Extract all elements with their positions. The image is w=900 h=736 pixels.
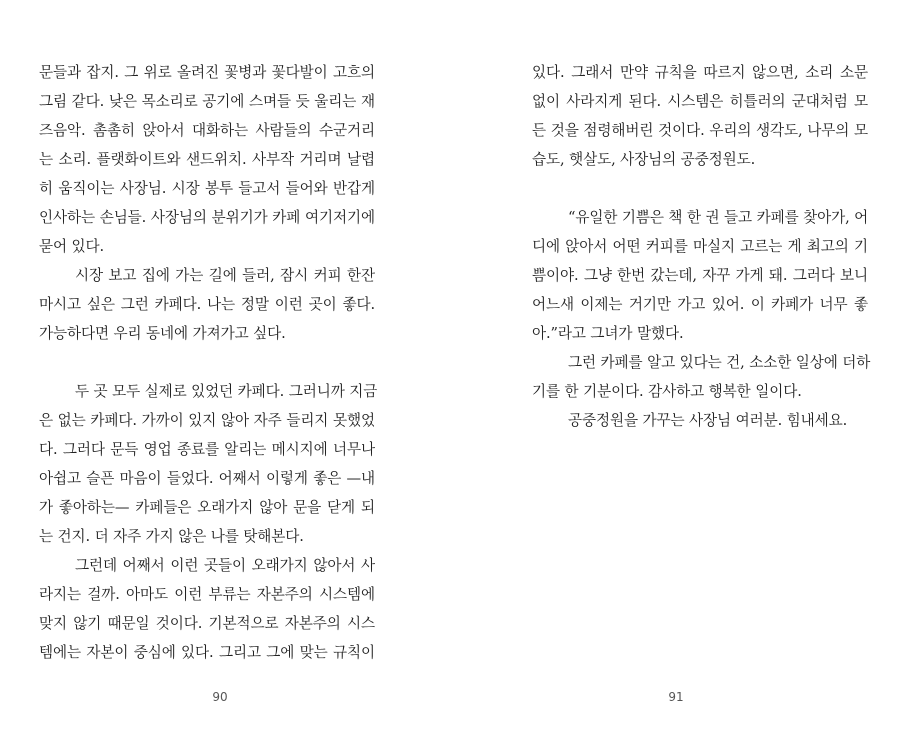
text-line: 아쉽고 슬픈 마음이 들었다. 어째서 이렇게 좋은 —내 (39, 470, 375, 487)
text-line: 는 건지. 더 자주 가지 않은 나를 탓해본다. (39, 528, 304, 545)
text-line: 시장 보고 집에 가는 길에 들러, 잠시 커피 한잔 (75, 267, 375, 284)
text-line: 없이 사라지게 된다. 시스템은 히틀러의 군대처럼 모 (532, 93, 868, 110)
text-line: 마시고 싶은 그런 카페다. 나는 정말 이런 곳이 좋다. (39, 296, 375, 313)
text-line: 두 곳 모두 실제로 있었던 카페다. 그러니까 지금 (75, 383, 378, 400)
text-line: 맞지 않기 때문일 것이다. 기본적으로 자본주의 시스 (39, 615, 375, 632)
text-line: 디에 앉아서 어떤 커피를 마실지 고르는 게 최고의 기 (532, 238, 868, 255)
text-line: 인사하는 손님들. 사장님의 분위기가 카페 여기저기에 (39, 209, 375, 226)
left-page-body (39, 58, 378, 667)
text-line: 그림 같다. 낮은 목소리로 공기에 스며들 듯 울리는 재 (39, 93, 375, 110)
paragraph-gap (532, 174, 868, 203)
text-line: 은 없는 카페다. 가까이 있지 않아 자주 들리지 못했었 (39, 412, 375, 429)
paragraph-gap (39, 348, 375, 377)
text-line: 는 소리. 플랫화이트와 샌드위치. 사부작 거리며 날렵 (39, 151, 375, 168)
text-line: 그런 카페를 알고 있다는 건, 소소한 일상에 더하 (568, 354, 871, 371)
text-line: 아.”라고 그녀가 말했다. (532, 325, 684, 342)
text-line: 그런데 어째서 이런 곳들이 오래가지 않아서 사 (75, 557, 375, 574)
text-line: 히 움직이는 사장님. 시장 봉투 들고서 들어와 반갑게 (39, 180, 375, 197)
text-line: 문들과 잡지. 그 위로 올려진 꽃병과 꽃다발이 고흐의 (39, 64, 375, 81)
page-number: 90 (212, 690, 228, 704)
text-line: 다. 그러다 문득 영업 종료를 알리는 메시지에 너무나 (39, 441, 375, 458)
text-line: 기를 한 기분이다. 감사하고 행복한 일이다. (532, 383, 802, 400)
text-line: 쁨이야. 그냥 한번 갔는데, 자꾸 가게 돼. 그러다 보니 (532, 267, 868, 284)
text-line: 묻어 있다. (39, 238, 105, 255)
text-line: 든 것을 점령해버린 것이다. 우리의 생각도, 나무의 모 (532, 122, 868, 139)
text-line: 가능하다면 우리 동네에 가져가고 싶다. (39, 325, 286, 342)
right-page-body (532, 58, 871, 435)
text-line: 어느새 이제는 거기만 가고 있어. 이 카페가 너무 좋 (532, 296, 868, 313)
text-line: 템에는 자본이 중심에 있다. 그리고 그에 맞는 규칙이 (39, 644, 375, 661)
text-line: 있다. 그래서 만약 규칙을 따르지 않으면, 소리 소문 (532, 64, 868, 81)
text-line: 즈음악. 촘촘히 앉아서 대화하는 사람들의 수군거리 (39, 122, 375, 139)
right-page (450, 0, 900, 736)
page-number: 91 (668, 690, 684, 704)
text-line: 공중정원을 가꾸는 사장님 여러분. 힘내세요. (568, 412, 848, 429)
text-line: 라지는 걸까. 아마도 이런 부류는 자본주의 시스템에 (39, 586, 375, 603)
text-line: 습도, 햇살도, 사장님의 공중정원도. (532, 151, 756, 168)
text-line: “유일한 기쁨은 책 한 권 들고 카페를 찾아가, 어 (568, 209, 869, 226)
text-line: 가 좋아하는— 카페들은 오래가지 않아 문을 닫게 되 (39, 499, 375, 516)
